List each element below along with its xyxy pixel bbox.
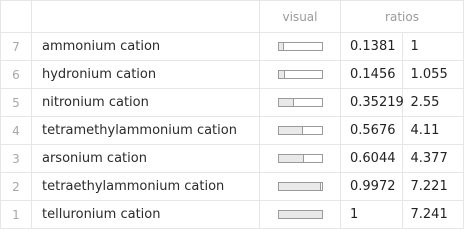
row-ratio-relative: 4.377	[402, 145, 464, 173]
ratio-bar-fill	[279, 99, 294, 106]
row-name: tetraethylammonium cation	[32, 173, 260, 201]
table-row	[1, 145, 464, 173]
row-ratio-relative: 4.11	[402, 117, 464, 145]
header-ratios: ratios	[341, 1, 464, 33]
ratio-bar	[278, 98, 323, 107]
row-ratio: 0.35219	[341, 89, 403, 117]
header-visual: visual	[260, 1, 341, 33]
row-visual	[260, 145, 341, 173]
ratio-bar	[278, 210, 323, 219]
row-rank: 1	[1, 201, 32, 229]
row-ratio-relative: 1	[402, 33, 464, 61]
ratio-bar	[278, 182, 323, 191]
table-row	[1, 201, 464, 229]
row-ratio: 0.9972	[341, 173, 403, 201]
ratio-bar-fill	[279, 211, 322, 218]
row-visual	[260, 201, 341, 229]
table-row	[1, 33, 464, 61]
row-rank: 5	[1, 89, 32, 117]
row-ratio: 0.1381	[341, 33, 403, 61]
ratio-bar-fill	[279, 43, 285, 50]
row-name: nitronium cation	[32, 89, 260, 117]
row-ratio-relative: 7.221	[402, 173, 464, 201]
ratio-bar-fill	[279, 71, 285, 78]
ratio-bar	[278, 42, 323, 51]
row-name: tetramethylammonium cation	[32, 117, 260, 145]
row-visual	[260, 33, 341, 61]
row-rank: 7	[1, 33, 32, 61]
row-rank: 4	[1, 117, 32, 145]
table-row	[1, 117, 464, 145]
row-name: telluronium cation	[32, 201, 260, 229]
row-name: arsonium cation	[32, 145, 260, 173]
row-rank: 3	[1, 145, 32, 173]
table-row	[1, 173, 464, 201]
row-rank: 6	[1, 61, 32, 89]
table-row	[1, 89, 464, 117]
row-ratio-relative: 2.55	[402, 89, 464, 117]
header-row	[1, 1, 464, 33]
row-visual	[260, 61, 341, 89]
row-name: hydronium cation	[32, 61, 260, 89]
ratio-bar	[278, 126, 323, 135]
row-visual	[260, 173, 341, 201]
row-ratio-relative: 7.241	[402, 201, 464, 229]
ratio-bar-fill	[279, 155, 305, 162]
row-ratio: 0.5676	[341, 117, 403, 145]
row-ratio-relative: 1.055	[402, 61, 464, 89]
row-visual	[260, 89, 341, 117]
row-ratio: 0.1456	[341, 61, 403, 89]
row-visual	[260, 117, 341, 145]
ratio-bar-fill	[279, 183, 322, 190]
header-rank	[1, 1, 32, 33]
row-ratio: 0.6044	[341, 145, 403, 173]
row-rank: 2	[1, 173, 32, 201]
header-name	[32, 1, 260, 33]
ratio-bar	[278, 154, 323, 163]
row-ratio: 1	[341, 201, 403, 229]
row-name: ammonium cation	[32, 33, 260, 61]
ratio-bar	[278, 70, 323, 79]
ratio-bar-fill	[279, 127, 303, 134]
table-row	[1, 61, 464, 89]
